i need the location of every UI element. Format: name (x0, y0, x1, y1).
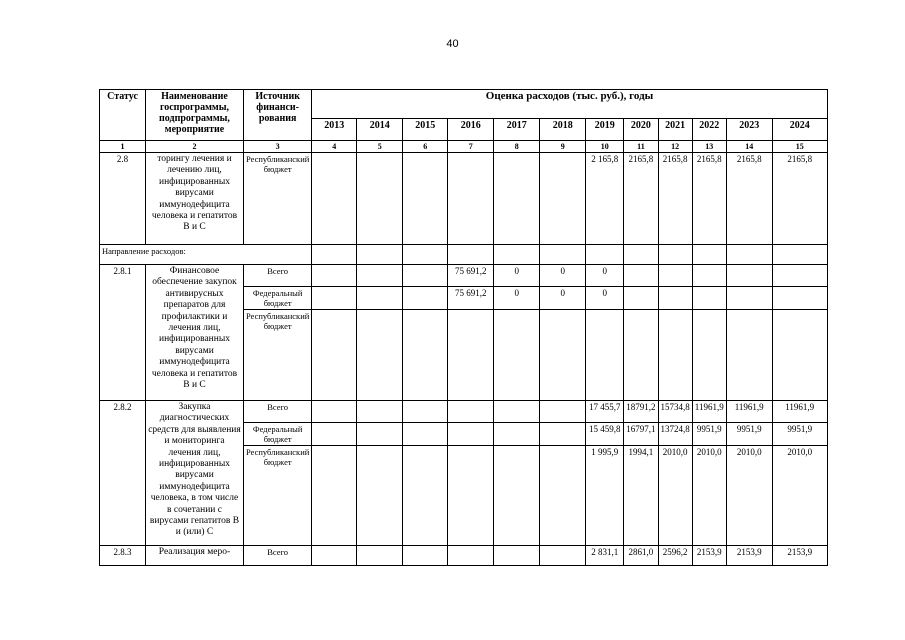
header-status: Статус (100, 90, 146, 141)
value-cell (448, 153, 494, 245)
value-cell (448, 446, 494, 546)
value-cell (658, 310, 692, 401)
value-cell: 75 691,2 (448, 265, 494, 287)
table-row (100, 265, 828, 287)
value-cell (312, 153, 357, 245)
year-header: 2020 (624, 119, 658, 141)
value-cell (403, 401, 448, 423)
value-cell (312, 401, 357, 423)
funding-source-cell: Всего (244, 265, 312, 287)
value-cell: 75 691,2 (448, 287, 494, 310)
value-cell: 2165,8 (624, 153, 658, 245)
status-cell: 2.8.2 (100, 401, 146, 546)
table-cell (448, 245, 494, 265)
value-cell (494, 546, 540, 566)
value-cell: 2 831,1 (586, 546, 624, 566)
direction-row (100, 245, 828, 265)
value-cell (403, 153, 448, 245)
value-cell (357, 423, 403, 446)
value-cell (692, 265, 726, 287)
value-cell (403, 423, 448, 446)
expense-table (99, 89, 828, 566)
table-cell (312, 245, 357, 265)
header-estimate: Оценка расходов (тыс. руб.), годы (312, 90, 827, 119)
column-number: 4 (312, 141, 357, 153)
value-cell (312, 287, 357, 310)
header-name: Наименование госпрограммы, подпрограммы, мероприятие (146, 90, 244, 141)
value-cell (540, 423, 586, 446)
status-cell: 2.8 (100, 153, 146, 245)
value-cell: 15 459,8 (586, 423, 624, 446)
value-cell (540, 310, 586, 401)
value-cell (448, 401, 494, 423)
value-cell: 2010,0 (772, 446, 827, 546)
value-cell: 2010,0 (692, 446, 726, 546)
table-row (100, 153, 828, 245)
value-cell (312, 265, 357, 287)
value-cell: 2596,2 (658, 546, 692, 566)
year-header: 2023 (726, 119, 772, 141)
value-cell (494, 153, 540, 245)
value-cell: 15734,8 (658, 401, 692, 423)
value-cell (540, 446, 586, 546)
value-cell (772, 287, 827, 310)
table-cell (586, 245, 624, 265)
funding-source-cell: Республиканский бюджет (244, 446, 312, 546)
table-row (100, 401, 828, 423)
value-cell: 0 (540, 287, 586, 310)
column-number: 6 (403, 141, 448, 153)
value-cell (624, 310, 658, 401)
value-cell (403, 287, 448, 310)
program-name-cell: торингу лечения и лечению лиц, инфицированных вирусами иммунодефицита человека и гепатитов В и С (146, 153, 244, 245)
year-header: 2018 (540, 119, 586, 141)
value-cell (726, 287, 772, 310)
status-cell: 2.8.3 (100, 546, 146, 566)
value-cell: 16797,1 (624, 423, 658, 446)
column-number: 7 (448, 141, 494, 153)
value-cell: 2010,0 (726, 446, 772, 546)
value-cell: 2 165,8 (586, 153, 624, 245)
value-cell: 9951,9 (772, 423, 827, 446)
table-cell (624, 245, 658, 265)
value-cell (403, 265, 448, 287)
value-cell: 17 455,7 (586, 401, 624, 423)
header-source: Источник финанси-рования (244, 90, 312, 141)
value-cell (312, 310, 357, 401)
value-cell (586, 310, 624, 401)
column-number: 14 (726, 141, 772, 153)
value-cell: 11961,9 (772, 401, 827, 423)
value-cell (540, 546, 586, 566)
column-number: 8 (494, 141, 540, 153)
table-cell (726, 245, 772, 265)
value-cell (448, 546, 494, 566)
value-cell (357, 287, 403, 310)
column-number: 12 (658, 141, 692, 153)
value-cell (448, 310, 494, 401)
value-cell (494, 423, 540, 446)
year-header: 2021 (658, 119, 692, 141)
column-number: 11 (624, 141, 658, 153)
value-cell (772, 310, 827, 401)
value-cell: 1 995,9 (586, 446, 624, 546)
value-cell: 2165,8 (726, 153, 772, 245)
value-cell (403, 446, 448, 546)
value-cell (658, 287, 692, 310)
program-name-cell: Закупка диагностических средств для выявления и мониторинга лечения лиц, инфицированных вирусами иммунодефицита человека, в том числе в сочетании с вирусами гепатитов В и (или) С (146, 401, 244, 546)
value-cell (726, 265, 772, 287)
value-cell: 2165,8 (772, 153, 827, 245)
value-cell: 2861,0 (624, 546, 658, 566)
value-cell (540, 153, 586, 245)
value-cell: 2165,8 (692, 153, 726, 245)
column-number: 3 (244, 141, 312, 153)
program-name-cell: Финансовое обеспечение закупок антивирусных препаратов для профилактики и лечения лиц, инфицированных вирусами иммунодефицита человека и гепатитов В и С (146, 265, 244, 401)
value-cell (312, 446, 357, 546)
column-number: 15 (772, 141, 827, 153)
value-cell: 9951,9 (692, 423, 726, 446)
table-row (100, 546, 828, 566)
year-header: 2016 (448, 119, 494, 141)
value-cell (357, 546, 403, 566)
value-cell: 13724,8 (658, 423, 692, 446)
value-cell (357, 153, 403, 245)
value-cell (357, 310, 403, 401)
value-cell: 11961,9 (726, 401, 772, 423)
year-header: 2022 (692, 119, 726, 141)
table-cell (772, 245, 827, 265)
year-header: 2024 (772, 119, 827, 141)
value-cell (312, 423, 357, 446)
column-numbers-row (100, 141, 828, 153)
column-number: 5 (357, 141, 403, 153)
value-cell: 2153,9 (692, 546, 726, 566)
column-number: 9 (540, 141, 586, 153)
column-number: 13 (692, 141, 726, 153)
value-cell (494, 446, 540, 546)
table-cell (540, 245, 586, 265)
funding-source-cell: Всего (244, 546, 312, 566)
funding-source-cell: Республиканский бюджет (244, 153, 312, 245)
value-cell (726, 310, 772, 401)
funding-source-cell: Всего (244, 401, 312, 423)
value-cell: 0 (494, 287, 540, 310)
value-cell (692, 287, 726, 310)
value-cell: 9951,9 (726, 423, 772, 446)
value-cell (312, 546, 357, 566)
status-cell: 2.8.1 (100, 265, 146, 401)
program-name-cell: Реализация меро- (146, 546, 244, 566)
year-header: 2015 (403, 119, 448, 141)
year-header: 2017 (494, 119, 540, 141)
value-cell (692, 310, 726, 401)
value-cell: 0 (586, 265, 624, 287)
value-cell: 2010,0 (658, 446, 692, 546)
value-cell (357, 446, 403, 546)
page-number: 40 (446, 38, 459, 50)
value-cell (357, 265, 403, 287)
year-header: 2019 (586, 119, 624, 141)
value-cell: 11961,9 (692, 401, 726, 423)
value-cell (494, 310, 540, 401)
value-cell: 2165,8 (658, 153, 692, 245)
value-cell: 0 (586, 287, 624, 310)
table-cell (692, 245, 726, 265)
value-cell (403, 546, 448, 566)
direction-label: Направление расходов: (100, 245, 312, 265)
table-cell (658, 245, 692, 265)
value-cell: 0 (494, 265, 540, 287)
column-number: 10 (586, 141, 624, 153)
table-cell (494, 245, 540, 265)
table-cell (403, 245, 448, 265)
value-cell: 18791,2 (624, 401, 658, 423)
year-header: 2014 (357, 119, 403, 141)
value-cell (540, 401, 586, 423)
value-cell (448, 423, 494, 446)
column-number: 1 (100, 141, 146, 153)
value-cell (624, 287, 658, 310)
funding-source-cell: Республиканский бюджет (244, 310, 312, 401)
value-cell (624, 265, 658, 287)
value-cell (357, 401, 403, 423)
value-cell (403, 310, 448, 401)
value-cell: 0 (540, 265, 586, 287)
funding-source-cell: Федеральный бюджет (244, 287, 312, 310)
value-cell (494, 401, 540, 423)
value-cell (658, 265, 692, 287)
year-header: 2013 (312, 119, 357, 141)
funding-source-cell: Федеральный бюджет (244, 423, 312, 446)
value-cell: 2153,9 (772, 546, 827, 566)
value-cell (772, 265, 827, 287)
column-number: 2 (146, 141, 244, 153)
table-cell (357, 245, 403, 265)
value-cell: 2153,9 (726, 546, 772, 566)
value-cell: 1994,1 (624, 446, 658, 546)
